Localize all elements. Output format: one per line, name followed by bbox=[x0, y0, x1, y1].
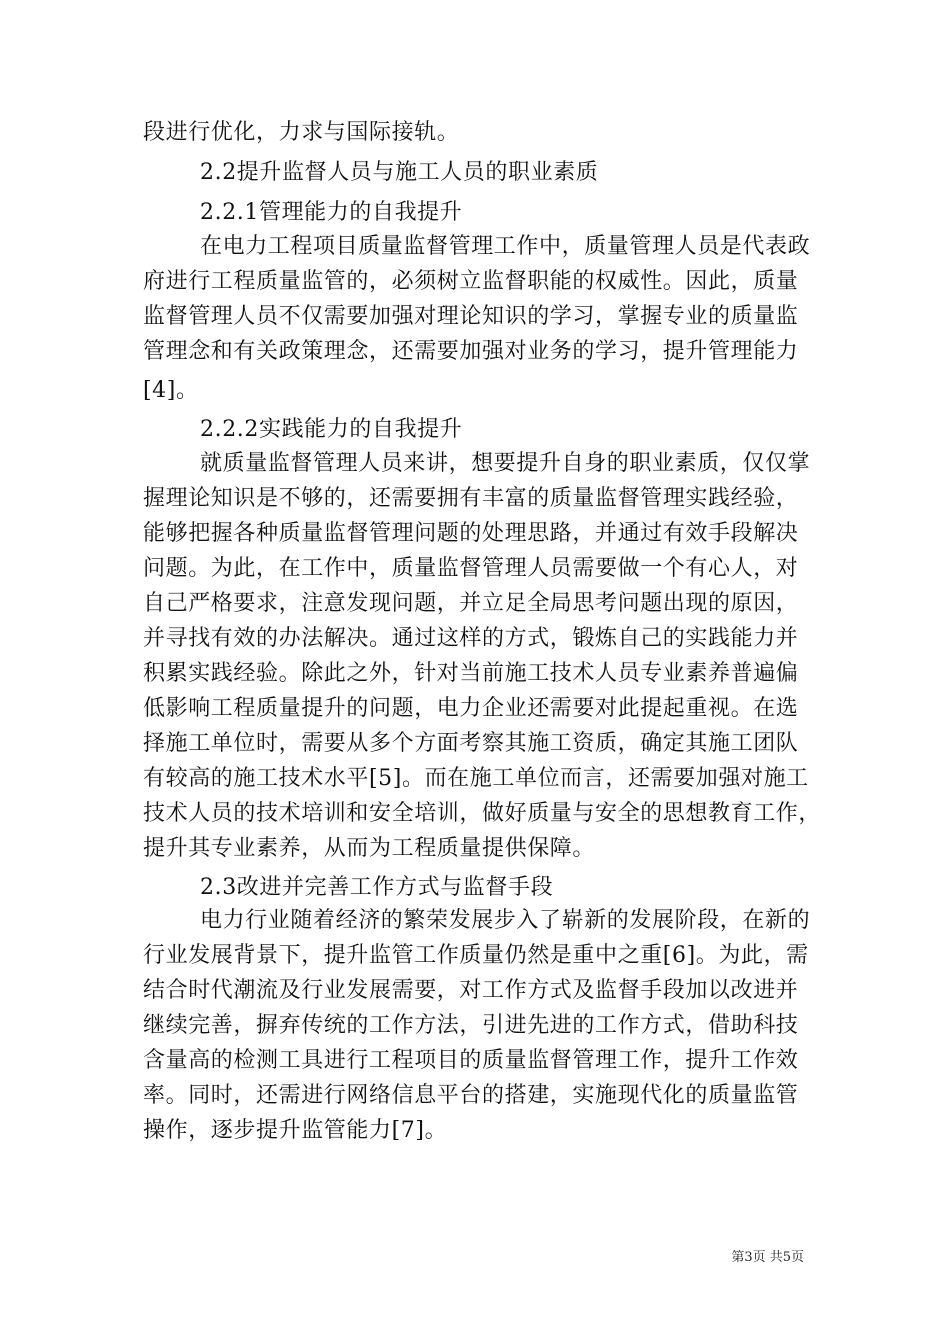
text-line: 结合时代潮流及行业发展需要，对工作方式及监督手段加以改进并 bbox=[143, 978, 799, 1003]
text-line: 问题。为此，在工作中，质量监督管理人员需要做一个有心人，对 bbox=[143, 556, 799, 581]
text-line: 含量高的检测工具进行工程项目的质量监督管理工作，提升工作效 bbox=[143, 1048, 799, 1073]
text-line: 府进行工程质量监管的，必须树立监督职能的权威性。因此，质量 bbox=[143, 269, 799, 294]
text-line: 低影响工程质量提升的问题，电力企业还需要对此提起重视。在选 bbox=[143, 696, 799, 721]
text-line: 积累实践经验。除此之外，针对当前施工技术人员专业素养普遍偏 bbox=[143, 661, 799, 686]
text-line: 就质量监督管理人员来讲，想要提升自身的职业素质，仅仅掌 bbox=[200, 451, 811, 476]
section-heading: 2.2提升监督人员与施工人员的职业素质 bbox=[200, 160, 599, 185]
text-line: 提升其专业素养，从而为工程质量提供保障。 bbox=[143, 836, 596, 861]
subsection-heading: 2.2.2实践能力的自我提升 bbox=[200, 417, 463, 442]
text-line: 技术人员的技术培训和安全培训，做好质量与安全的思想教育工作， bbox=[143, 801, 822, 826]
text-line: 段进行优化，力求与国际接轨。 bbox=[143, 120, 460, 145]
text-line: 监督管理人员不仅需要加强对理论知识的学习，掌握专业的质量监 bbox=[143, 304, 799, 329]
text-line: 能够把握各种质量监督管理问题的处理思路，并通过有效手段解决 bbox=[143, 521, 799, 546]
page-number-footer: 第3页 共5页 bbox=[731, 1250, 804, 1265]
subsection-heading: 2.2.1管理能力的自我提升 bbox=[200, 200, 463, 225]
text-line: 电力行业随着经济的繁荣发展步入了崭新的发展阶段，在新的 bbox=[200, 908, 811, 933]
text-line: 率。同时，还需进行网络信息平台的搭建，实施现代化的质量监管 bbox=[143, 1083, 799, 1108]
text-line: 操作，逐步提升监管能力[7]。 bbox=[143, 1118, 448, 1143]
text-line: 行业发展背景下，提升监管工作质量仍然是重中之重[6]。为此，需 bbox=[143, 943, 809, 968]
text-line: 管理念和有关政策理念，还需要加强对业务的学习，提升管理能力 bbox=[143, 339, 799, 364]
section-heading: 2.3改进并完善工作方式与监督手段 bbox=[200, 875, 554, 900]
text-line: 有较高的施工技术水平[5]。而在施工单位而言，还需要加强对施工 bbox=[143, 766, 809, 791]
text-line: 择施工单位时，需要从多个方面考察其施工资质，确定其施工团队 bbox=[143, 731, 799, 756]
text-line: 自己严格要求，注意发现问题，并立足全局思考问题出现的原因， bbox=[143, 591, 799, 616]
text-line: 并寻找有效的办法解决。通过这样的方式，锻炼自己的实践能力并 bbox=[143, 626, 799, 651]
text-line: [4]。 bbox=[143, 378, 199, 403]
text-line: 在电力工程项目质量监督管理工作中，质量管理人员是代表政 bbox=[200, 234, 811, 259]
text-line: 继续完善，摒弃传统的工作方法，引进先进的工作方式，借助科技 bbox=[143, 1013, 799, 1038]
text-line: 握理论知识是不够的，还需要拥有丰富的质量监督管理实践经验， bbox=[143, 486, 799, 511]
